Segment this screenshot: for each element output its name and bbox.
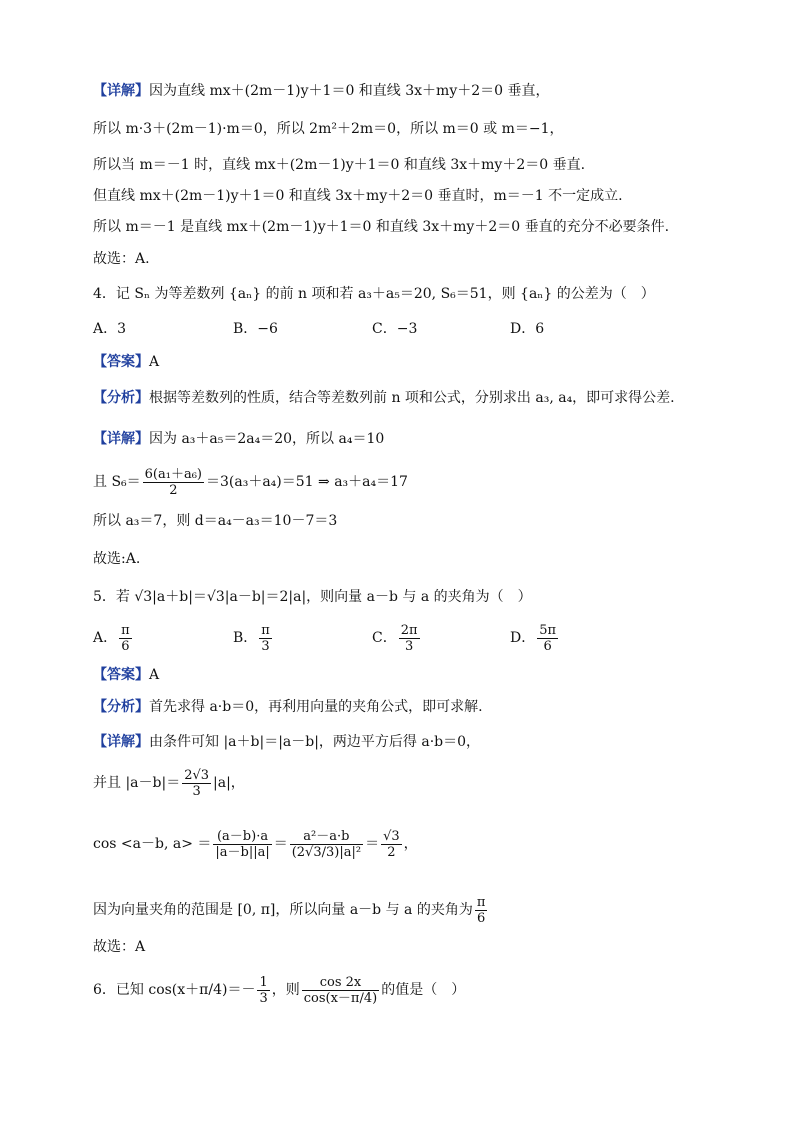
q4-s6-numerator: 6(a₁＋a₆) [144,466,202,482]
q4-option-b: B．−6 [233,321,278,337]
q5-cos-frac-3-num: √3 [383,828,400,844]
q4-choose: 故选:A. [93,551,141,567]
q5-cos-frac-2-den: (2√3/3)|a|² [291,844,362,860]
q4-answer-line [93,351,754,373]
q5-option-a-num: π [121,622,130,638]
q6-value-den: 3 [259,990,268,1006]
q5-range-num: π [476,894,486,910]
q5-line-2-pre: 并且 |a－b|＝ [93,775,181,791]
q5-range-den: 6 [476,910,486,926]
q5-analysis: 首先求得 a·b＝0，再利用向量的夹角公式，即可求解. [149,699,483,715]
q4-option-c: C．−3 [372,321,418,337]
q5-magnitude-fraction [182,768,211,799]
q5-option-d [510,616,560,660]
q5-answer: A [149,667,160,683]
q5-choose: 故选：A [93,939,146,955]
q5-cos-frac-2-num: a²－a·b [290,829,363,845]
q4-line-2-post: ＝3(a₃＋a₄)＝51 ⇒ a₃＋a₄＝17 [206,474,408,490]
q5-option-c [372,616,422,660]
q5-option-b-num: π [261,622,270,638]
q4-answer: A [149,354,160,370]
q4-line-2 [93,460,754,504]
q6-value-fraction [257,975,269,1006]
detail-tag: 【详解】 [93,734,149,750]
q6-expression-num: cos 2x [302,975,379,991]
q3-detail-line [93,80,754,102]
q5-magnitude-den: 3 [192,783,201,799]
q5-cos-pre: cos <a－b, a> ＝ [93,836,212,852]
q5-magnitude-num: 2√3 [184,767,210,783]
q5-option-c-num: 2π [400,622,418,638]
q5-detail-line [93,731,754,753]
q5-option-a-den: 6 [121,638,130,654]
q5-option-b-fraction [259,623,272,654]
q4-s6-denominator: 2 [169,482,178,498]
q5-option-b-letter: B． [233,630,258,646]
analysis-tag: 【分析】 [93,390,149,406]
q5-cos-frac-3-den: 2 [387,844,396,860]
q3-choose: 故选：A. [93,251,150,267]
q4-analysis-line [93,387,754,409]
q5-cos-line [93,814,754,874]
q5-cos-post: ， [403,836,418,852]
q5-options [93,616,754,660]
q3-line-2: 所以 m·3＋(2m－1)·m＝0，所以 2m²＋2m＝0，所以 m＝0 或 m＝−1， [93,121,564,137]
q5-option-d-letter: D． [510,630,536,646]
q5-option-a [93,616,134,660]
q5-option-d-num: 5π [539,622,557,638]
q4-line-3: 所以 a₃＝7，则 d＝a₄－a₃＝10－7＝3 [93,513,338,529]
q3-line-5: 所以 m＝－1 是直线 mx＋(2m－1)y＋1＝0 和直线 3x＋my＋2＝0 垂直的充分不必要条件. [93,219,670,235]
q3-line-3: 所以当 m＝－1 时，直线 mx＋(2m－1)y＋1＝0 和直线 3x＋my＋2＝0 垂直. [93,157,586,173]
q5-cos-frac-2 [290,829,363,860]
q6-value-num: 1 [259,974,268,990]
q5-analysis-line [93,696,754,718]
q6-stem-pre: 6．已知 cos(x＋π/4)＝－ [93,982,256,998]
q3-line-4: 但直线 mx＋(2m－1)y＋1＝0 和直线 3x＋my＋2＝0 垂直时，m＝－1 不一定成立. [93,188,623,204]
q5-option-c-den: 3 [404,638,414,654]
q5-cos-frac-3 [381,829,402,860]
q6-stem-mid: ，则 [271,982,300,998]
q5-cos-eq-1: ＝ [273,836,288,852]
q4-options [93,318,754,340]
q3-detail-text: 因为直线 mx＋(2m－1)y＋1＝0 和直线 3x＋my＋2＝0 垂直， [149,83,550,99]
q5-option-d-den: 6 [543,638,552,654]
q5-detail: 由条件可知 |a＋b|＝|a－b|，两边平方后得 a·b＝0， [149,734,481,750]
q5-line-2 [93,761,754,805]
answer-tag: 【答案】 [93,667,149,683]
analysis-tag: 【分析】 [93,699,149,715]
q5-cos-frac-1-num: (a－b)·a [213,829,271,845]
q5-option-c-fraction [399,623,420,654]
q5-range-fraction [475,895,488,926]
q5-cos-frac-1 [213,829,271,860]
q5-range-pre: 因为向量夹角的范围是 [0, π]，所以向量 a－b 与 a 的夹角为 [93,902,473,918]
q5-option-a-letter: A． [93,630,118,646]
q5-answer-line [93,664,754,686]
q6-stem [93,962,754,1018]
q5-range-line [93,888,754,932]
q4-s6-fraction [143,467,204,498]
q5-stem: 5．若 √3|a＋b|＝√3|a－b|＝2|a|，则向量 a－b 与 a 的夹角为（ ） [93,589,532,605]
q5-option-c-letter: C． [372,630,397,646]
q5-cos-frac-1-den: |a－b||a| [215,844,270,860]
q6-expression-den: cos(x－π/4) [303,990,378,1006]
q4-detail-line [93,428,754,450]
q5-option-d-fraction [537,623,558,654]
detail-tag: 【详解】 [93,83,149,99]
answer-tag: 【答案】 [93,354,149,370]
q5-option-b [233,616,274,660]
q6-expression-fraction [302,975,379,1006]
q4-stem: 4．记 Sₙ 为等差数列 {aₙ} 的前 n 项和若 a₃＋a₅＝20, S₆＝51，则 {aₙ} 的公差为（ ） [93,286,655,302]
q4-option-a: A．3 [93,321,127,337]
q5-option-a-fraction [119,623,132,654]
q4-line-2-pre: 且 S₆＝ [93,474,141,490]
q5-line-2-post: |a|， [213,775,245,791]
q6-stem-post: 的值是（ ） [381,982,466,998]
q4-detail: 因为 a₃＋a₅＝2a₄＝20，所以 a₄＝10 [149,431,385,447]
q5-option-b-den: 3 [261,638,270,654]
q4-option-d: D．6 [510,321,545,337]
detail-tag: 【详解】 [93,431,149,447]
q5-cos-eq-2: ＝ [365,836,380,852]
q4-analysis: 根据等差数列的性质，结合等差数列前 n 项和公式，分别求出 a₃, a₄，即可求得公差. [149,390,675,406]
